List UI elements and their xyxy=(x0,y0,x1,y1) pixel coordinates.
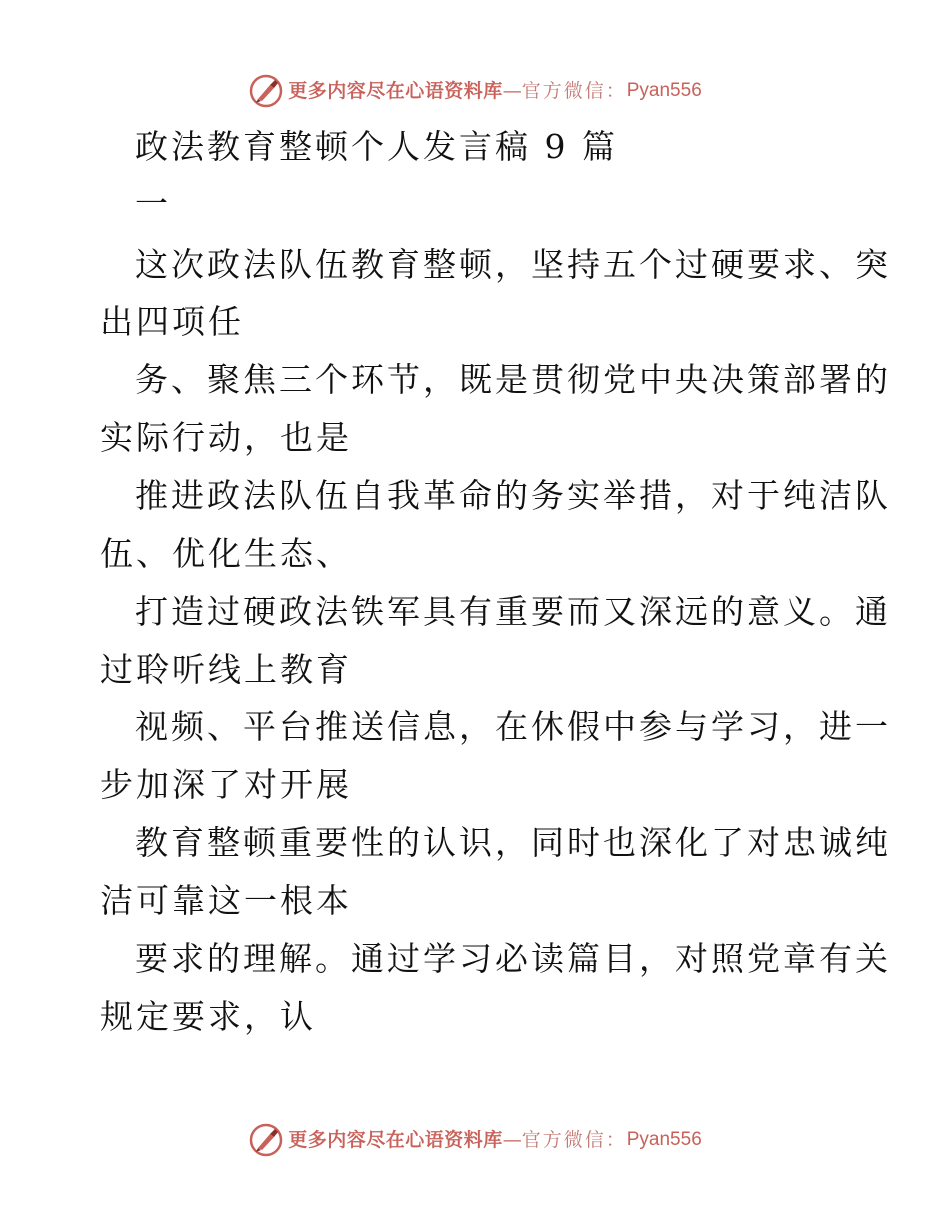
pen-logo-icon xyxy=(248,1122,284,1158)
header-banner xyxy=(0,71,950,111)
paragraph-line: 伍、优化生态、 xyxy=(100,534,352,573)
paragraph-line: 打造过硬政法铁军具有重要而又深远的意义。通 xyxy=(135,592,891,631)
paragraph-line: 过聆听线上教育 xyxy=(100,650,352,689)
site-name: 更多内容尽在心语资料库 xyxy=(288,80,503,102)
paragraph-line: 视频、平台推送信息，在休假中参与学习，进一 xyxy=(135,707,891,746)
paragraph-line: 务、聚焦三个环节，既是贯彻党中央决策部署的 xyxy=(135,360,891,399)
site-name: 更多内容尽在心语资料库 xyxy=(288,1129,503,1151)
section-marker: 一 xyxy=(135,184,171,223)
document-title: 政法教育整顿个人发言稿 9 篇 xyxy=(135,127,618,166)
banner-dash: — xyxy=(502,1129,522,1151)
banner-dash: — xyxy=(502,80,522,102)
paragraph-line: 推进政法队伍自我革命的务实举措，对于纯洁队 xyxy=(135,476,891,515)
footer-banner xyxy=(0,1120,950,1160)
paragraph-line: 要求的理解。通过学习必读篇目，对照党章有关 xyxy=(135,939,891,978)
pen-logo-icon xyxy=(248,73,284,109)
official-wechat-label: 官方微信： xyxy=(521,80,627,102)
wechat-id: Pyan556 xyxy=(626,80,702,101)
paragraph-line: 规定要求，认 xyxy=(100,997,316,1036)
paragraph-line: 步加深了对开展 xyxy=(100,765,352,804)
official-wechat-label: 官方微信： xyxy=(521,1129,627,1151)
paragraph-line: 实际行动，也是 xyxy=(100,418,352,457)
paragraph-line: 洁可靠这一根本 xyxy=(100,881,352,920)
paragraph-line: 教育整顿重要性的认识，同时也深化了对忠诚纯 xyxy=(135,823,891,862)
paragraph-line: 出四项任 xyxy=(100,302,244,341)
wechat-id: Pyan556 xyxy=(626,1129,702,1150)
paragraph-line: 这次政法队伍教育整顿，坚持五个过硬要求、突 xyxy=(135,245,891,284)
